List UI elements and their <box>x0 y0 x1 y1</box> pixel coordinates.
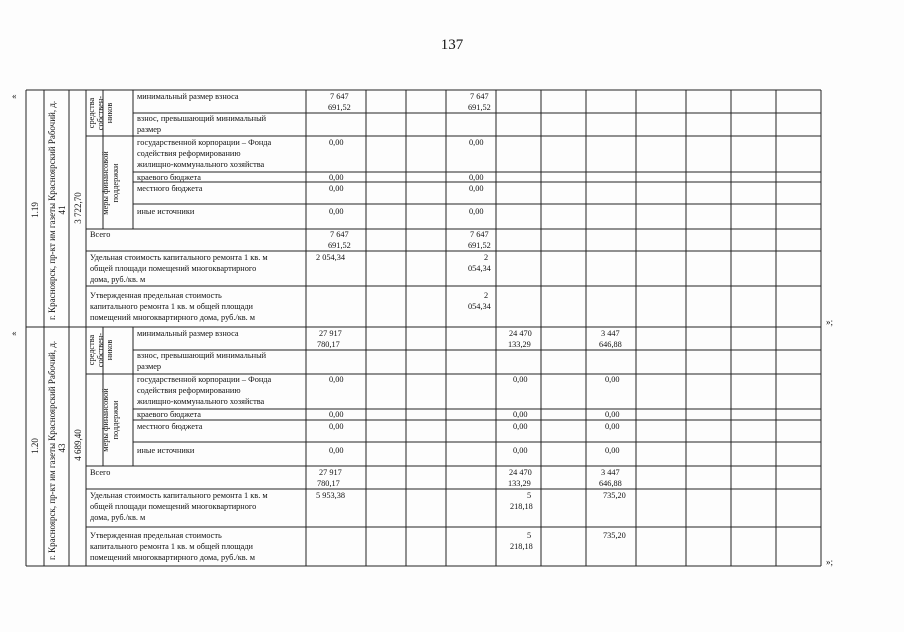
value-cell: 0,00 <box>329 173 344 182</box>
address-line-1: г. Красноярск, пр-кт им газеты Красноярский Рабочий, д. <box>47 100 57 320</box>
row-number: 1.20 <box>30 438 40 454</box>
unit-cost-label: Удельная стоимость капитального ремонта 1 кв. м <box>90 253 268 262</box>
value-cell: 735,20 <box>603 491 626 500</box>
value-cell: 0,00 <box>513 446 528 455</box>
unit-cost-label: Удельная стоимость капитального ремонта 1 кв. м <box>90 491 268 500</box>
unit-cost-label-2: общей площади помещений многоквартирного <box>90 264 257 273</box>
value-cell: 0,00 <box>513 410 528 419</box>
close-quote-mark-1: »; <box>826 317 834 327</box>
value-cell: 133,29 <box>508 340 531 349</box>
value-cell: 133,29 <box>508 479 531 488</box>
value-cell: 0,00 <box>329 207 344 216</box>
state-corp-label: государственной корпорации – Фонда <box>137 138 272 147</box>
sources-owners-label-2: собствен- <box>96 332 105 368</box>
value-cell: 780,17 <box>317 340 340 349</box>
limit-label-3: помещений многоквартирного дома, руб./кв. м <box>90 553 256 562</box>
value-cell: 780,17 <box>317 479 340 488</box>
value-cell: 0,00 <box>605 410 620 419</box>
limit-label-3: помещений многоквартирного дома, руб./кв. м <box>90 313 256 322</box>
value-cell: 5 <box>527 531 532 540</box>
value-cell: 691,52 <box>328 241 351 250</box>
value-cell: 0,00 <box>329 375 344 384</box>
local-label: местного бюджета <box>137 422 203 431</box>
value-cell: 0,00 <box>329 184 344 193</box>
value-cell: 646,88 <box>599 479 622 488</box>
value-cell: 054,34 <box>468 302 491 311</box>
sources-owners-label-3: ников <box>105 102 114 124</box>
state-corp-label-3: жилищно-коммунального хозяйства <box>137 160 265 169</box>
value-cell: 0,00 <box>513 375 528 384</box>
value-cell: 0,00 <box>605 422 620 431</box>
limit-label-2: капитального ремонта 1 кв. м общей площади <box>90 302 253 311</box>
value-cell: 7 647 <box>330 230 349 239</box>
support-label-2: поддержки <box>111 400 120 440</box>
unit-cost-label-2: общей площади помещений многоквартирного <box>90 502 257 511</box>
regional-label: краевого бюджета <box>137 410 201 419</box>
sources-owners-label-3: ников <box>105 339 114 361</box>
value-cell: 0,00 <box>329 410 344 419</box>
value-cell: 691,52 <box>468 103 491 112</box>
over-fee-label-2: размер <box>137 362 162 371</box>
value-cell: 0,00 <box>329 446 344 455</box>
sources-owners-label-2: собствен- <box>96 95 105 131</box>
close-quote-mark-2: »; <box>826 557 834 567</box>
page-number: 137 <box>440 37 464 53</box>
value-cell: 7 647 <box>330 92 349 101</box>
value-cell: 24 470 <box>509 468 532 477</box>
value-cell: 3 447 <box>601 329 620 338</box>
min-fee-label: минимальный размер взноса <box>137 329 239 338</box>
block-1 <box>30 92 492 322</box>
value-cell: 646,88 <box>599 340 622 349</box>
value-cell: 0,00 <box>605 375 620 384</box>
value-cell: 3 447 <box>601 468 620 477</box>
open-quote-mark-1: « <box>12 91 17 101</box>
over-fee-label: взнос, превышающий минимальный <box>137 351 267 360</box>
value-cell: 5 953,38 <box>316 491 346 500</box>
limit-label: Утвержденная предельная стоимость <box>90 531 222 540</box>
unit-cost-label-3: дома, руб./кв. м <box>90 275 146 284</box>
total-label: Всего <box>90 468 111 477</box>
limit-label-2: капитального ремонта 1 кв. м общей площади <box>90 542 253 551</box>
value-cell: 2 054,34 <box>316 253 346 262</box>
support-label: меры финансовой <box>101 151 110 215</box>
sources-owners-label: средства <box>87 334 96 366</box>
value-cell: 054,34 <box>468 264 491 273</box>
other-label: иные источники <box>137 207 195 216</box>
value-cell: 27 917 <box>319 468 342 477</box>
address-line-1: г. Красноярск, пр-кт им газеты Красноярский Рабочий, д. <box>47 340 57 560</box>
value-cell: 691,52 <box>328 103 351 112</box>
limit-label: Утвержденная предельная стоимость <box>90 291 222 300</box>
area-value: 3 722,70 <box>73 192 83 224</box>
state-corp-label-2: содействия реформированию <box>137 149 241 158</box>
value-cell: 0,00 <box>605 446 620 455</box>
value-cell: 0,00 <box>469 173 484 182</box>
value-cell: 7 647 <box>470 92 489 101</box>
support-label-2: поддержки <box>111 163 120 203</box>
value-cell: 0,00 <box>469 184 484 193</box>
min-fee-label: минимальный размер взноса <box>137 92 239 101</box>
address-line-2: 43 <box>57 443 67 453</box>
value-cell: 7 647 <box>470 230 489 239</box>
over-fee-label-2: размер <box>137 125 162 134</box>
area-value: 4 689,40 <box>73 429 83 461</box>
unit-cost-label-3: дома, руб./кв. м <box>90 513 146 522</box>
local-label: местного бюджета <box>137 184 203 193</box>
value-cell: 2 <box>484 291 489 300</box>
value-cell: 2 <box>484 253 489 262</box>
open-quote-mark-2: « <box>12 328 17 338</box>
value-cell: 0,00 <box>513 422 528 431</box>
value-cell: 24 470 <box>509 329 532 338</box>
value-cell: 0,00 <box>329 138 344 147</box>
value-cell: 691,52 <box>468 241 491 250</box>
state-corp-label-2: содействия реформированию <box>137 386 241 395</box>
value-cell: 5 <box>527 491 532 500</box>
sources-owners-label: средства <box>87 97 96 129</box>
value-cell: 0,00 <box>469 138 484 147</box>
other-label: иные источники <box>137 446 195 455</box>
value-cell: 0,00 <box>469 207 484 216</box>
total-label: Всего <box>90 230 111 239</box>
value-cell: 27 917 <box>319 329 342 338</box>
value-cell: 218,18 <box>510 502 533 511</box>
state-corp-label-3: жилищно-коммунального хозяйства <box>137 397 265 406</box>
value-cell: 218,18 <box>510 542 533 551</box>
value-cell: 0,00 <box>329 422 344 431</box>
support-label: меры финансовой <box>101 388 110 452</box>
over-fee-label: взнос, превышающий минимальный <box>137 114 267 123</box>
address-line-2: 41 <box>57 205 67 215</box>
value-cell: 735,20 <box>603 531 626 540</box>
state-corp-label: государственной корпорации – Фонда <box>137 375 272 384</box>
regional-label: краевого бюджета <box>137 173 201 182</box>
row-number: 1.19 <box>30 202 40 218</box>
